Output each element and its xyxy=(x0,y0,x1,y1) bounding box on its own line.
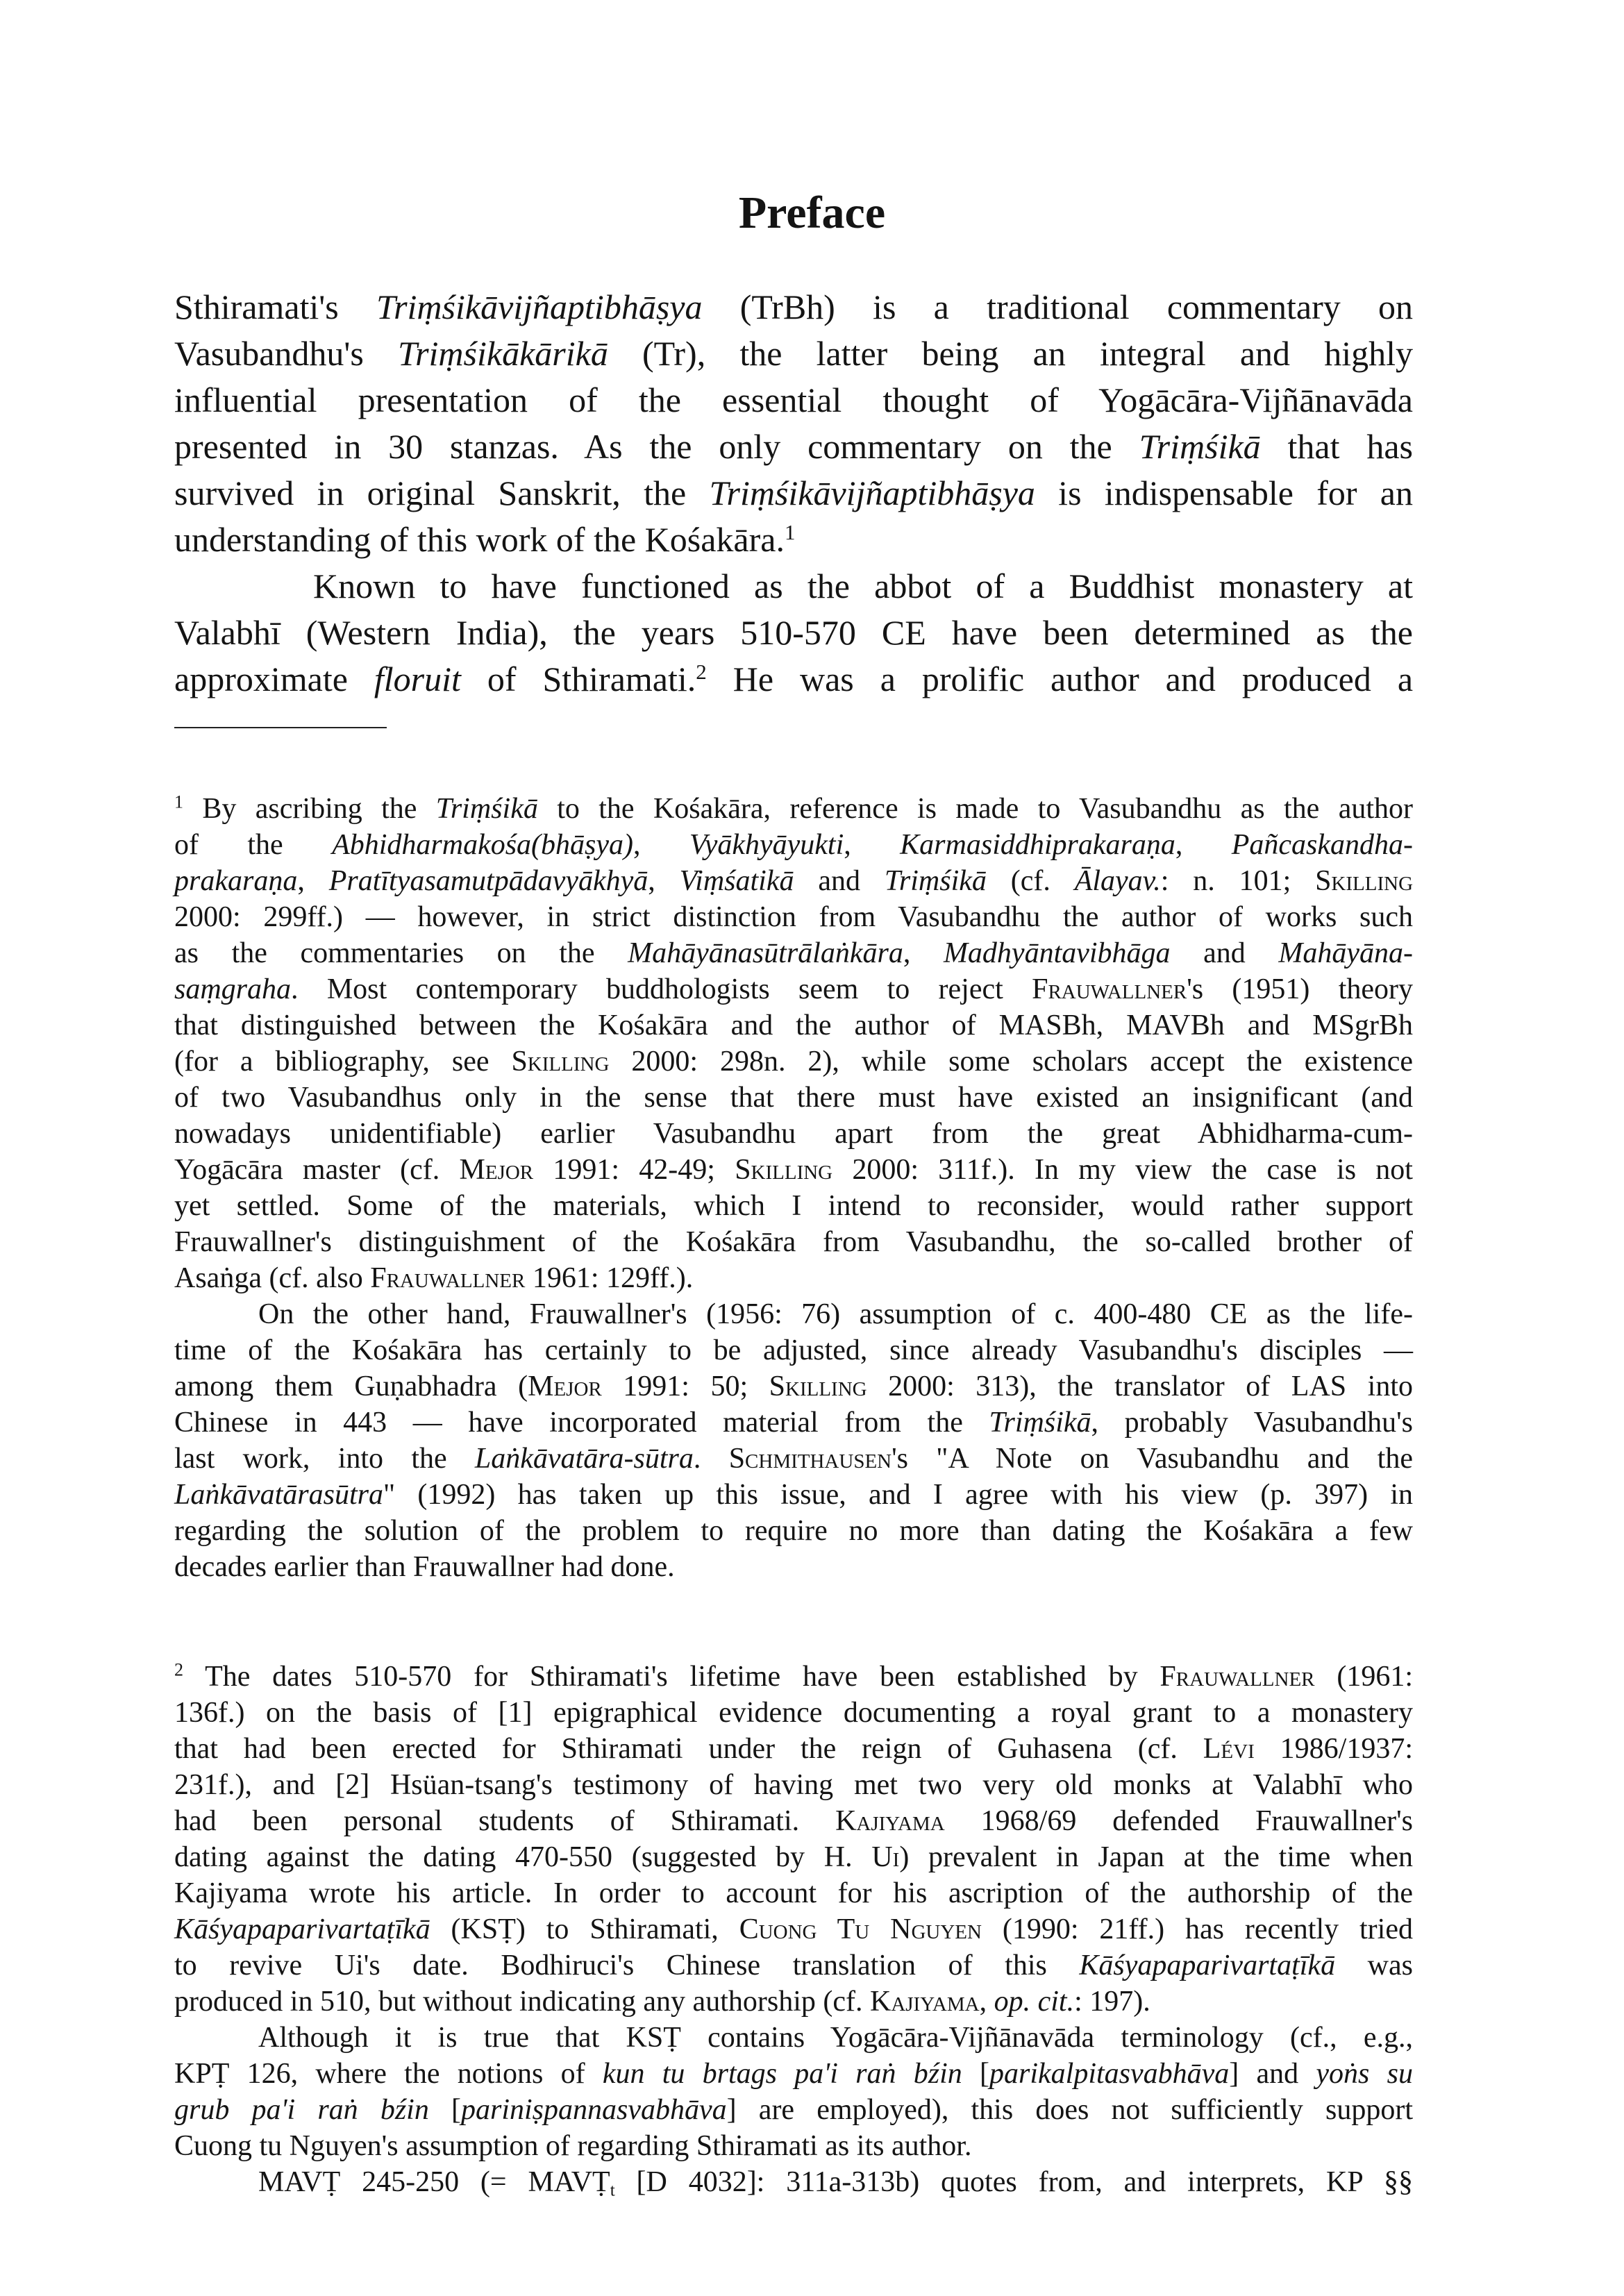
small-caps-name: Skilling xyxy=(769,1371,867,1402)
text-line xyxy=(174,470,1413,517)
text-run: yet settled. Some of the materials, which I intend to reconsider, would rather support xyxy=(174,1190,1413,1222)
small-caps-name: Schmithausen xyxy=(728,1443,892,1475)
text-run: , xyxy=(648,865,680,897)
text-run: and xyxy=(794,865,885,897)
small-caps-name: Frauwallner xyxy=(1032,973,1187,1005)
text-line xyxy=(174,1405,1413,1441)
text-run: , xyxy=(297,865,329,897)
text-line xyxy=(174,284,1413,330)
text-run: . xyxy=(693,1443,729,1475)
footnote-marker: 1 xyxy=(784,519,796,544)
text-run: and xyxy=(1170,937,1279,969)
text-line xyxy=(174,1839,1413,1875)
footnote-2 xyxy=(174,1659,1413,2200)
italic-text: pariniṣpannasvabhāva xyxy=(461,2094,727,2126)
text-run: nowadays unidentifiable) earlier Vasubandhu apart from the great Abhidharma-cum- xyxy=(174,1118,1413,1150)
small-caps-name: Frauwallner xyxy=(1160,1661,1315,1693)
text-line xyxy=(174,1911,1413,1947)
text-run: 231f.), and [2] Hsüan-tsang's testimony of having met two very old monks at Valabhī who xyxy=(174,1769,1413,1801)
italic-text: Triṃśikā xyxy=(989,1407,1091,1439)
text-run: ) prevalent in Japan at the time when xyxy=(899,1841,1414,1873)
text-line xyxy=(174,377,1413,424)
text-run: On the other hand, Frauwallner's (1956: 76) assumption of c. 400-480 CE as the life- xyxy=(258,1298,1413,1330)
text-line xyxy=(174,330,1413,377)
text-run: decades earlier than Frauwallner had done. xyxy=(174,1551,675,1583)
text-run: had been personal students of Sthiramati. xyxy=(174,1805,836,1837)
text-line xyxy=(174,1296,1413,1332)
small-caps-name: Lévi xyxy=(1203,1733,1255,1765)
text-line xyxy=(174,1332,1413,1368)
italic-text: Triṃśikāvijñaptibhāṣya xyxy=(376,287,703,326)
italic-text: Vyākhyāyukti xyxy=(689,829,844,861)
italic-text: yoṅs su xyxy=(1316,2058,1413,2090)
text-run: 1986/1937: xyxy=(1254,1733,1414,1765)
text-line xyxy=(174,1513,1413,1549)
text-run: , xyxy=(633,829,689,861)
text-line xyxy=(174,2164,1413,2200)
text-run: as the commentaries on the xyxy=(174,937,628,969)
text-line xyxy=(174,2128,1413,2164)
text-run: 2000: 313), the translator of LAS into xyxy=(867,1371,1413,1402)
text-run: , probably Vasubandhu's xyxy=(1091,1407,1413,1439)
text-run: last work, into the xyxy=(174,1443,475,1475)
text-run: MAVṬ 245-250 (= MAVṬ xyxy=(258,2166,610,2198)
text-run: (1961: xyxy=(1314,1661,1413,1693)
footnote-marker: 2 xyxy=(696,659,707,684)
text-line xyxy=(174,1549,1413,1585)
text-run: : 197). xyxy=(1074,1986,1150,2018)
text-run: 's (1951) theory xyxy=(1187,973,1413,1005)
text-run: of Sthiramati. xyxy=(460,660,696,698)
text-run: , xyxy=(979,1986,994,2018)
text-line xyxy=(174,2020,1413,2056)
text-run: Kajiyama wrote his article. In order to account for his ascription of the authorship of the xyxy=(174,1877,1413,1909)
text-run: presented in 30 stanzas. As the only commentary on the xyxy=(174,427,1139,466)
footnote-separator xyxy=(174,727,387,728)
small-caps-name: Mejor xyxy=(528,1371,602,1402)
text-run: 1991: 42-49; xyxy=(533,1154,735,1186)
text-run: that has xyxy=(1260,427,1413,466)
text-run: dating against the dating 470-550 (suggested by H. xyxy=(174,1841,872,1873)
text-run: to revive Ui's date. Bodhiruci's Chinese translation of this xyxy=(174,1950,1080,1981)
italic-text: Triṃśikā xyxy=(1139,427,1261,466)
text-run: 's "A Note on Vasubandhu and the xyxy=(891,1443,1413,1475)
text-run: Cuong tu Nguyen's assumption of regarding Sthiramati as its author. xyxy=(174,2130,972,2162)
text-run: " (1992) has taken up this issue, and I agree with his view (p. 397) in xyxy=(383,1479,1413,1511)
italic-text: Karmasiddhiprakaraṇa xyxy=(900,829,1175,861)
text-line xyxy=(174,1224,1413,1260)
preface-body xyxy=(174,284,1413,703)
text-line xyxy=(174,1875,1413,1911)
text-line xyxy=(174,2092,1413,2128)
text-line xyxy=(174,827,1413,863)
footnote-1 xyxy=(174,791,1413,1585)
footnote-marker: 2 xyxy=(174,1659,184,1680)
text-run: (Tr), the latter being an integral and highly xyxy=(608,334,1413,373)
text-run: KPṬ 126, where the notions of xyxy=(174,2058,603,2090)
italic-text: Ālayav. xyxy=(1074,865,1161,897)
text-run: that distinguished between the Kośakāra and the author of MASBh, MAVBh and MSgrBh xyxy=(174,1009,1413,1041)
small-caps-name: Skilling xyxy=(735,1154,833,1186)
italic-text: Triṃśikāvijñaptibhāṣya xyxy=(709,474,1035,512)
small-caps-name: Cuong Tu Nguyen xyxy=(739,1913,982,1945)
text-run: 1991: 50; xyxy=(601,1371,769,1402)
page-title: Preface xyxy=(738,187,886,238)
small-caps-name: Skilling xyxy=(1315,865,1414,897)
text-line xyxy=(174,1767,1413,1803)
text-line xyxy=(174,424,1413,470)
text-run: 2000: 298n. 2), while some scholars accept the existence xyxy=(609,1046,1414,1078)
text-run: produced in 510, but without indicating any authorship (cf. xyxy=(174,1986,870,2018)
text-line xyxy=(174,1695,1413,1731)
text-run: was xyxy=(1335,1950,1413,1981)
text-run: 2000: 311f.). In my view the case is not xyxy=(832,1154,1413,1186)
text-line xyxy=(174,1947,1413,1984)
text-run: Valabhī (Western India), the years 510-570 CE have been determined as the xyxy=(174,613,1413,652)
text-run: that had been erected for Sthiramati under the reign of Guhasena (cf. xyxy=(174,1733,1203,1765)
text-run: (1990: 21ff.) has recently tried xyxy=(981,1913,1413,1945)
text-line xyxy=(174,1477,1413,1513)
text-run: Known to have functioned as the abbot of a Buddhist monastery at xyxy=(313,567,1413,605)
text-line xyxy=(174,1260,1413,1296)
text-line xyxy=(174,1803,1413,1839)
italic-text: Kāśyapaparivartaṭīkā xyxy=(174,1913,430,1945)
text-run: Asaṅga (cf. also xyxy=(174,1262,371,1294)
text-run: ] are employed), this does not sufficiently support xyxy=(726,2094,1413,2126)
text-run: : n. 101; xyxy=(1160,865,1316,897)
text-run: 2000: 299ff.) — however, in strict distinction from Vasubandhu the author of works such xyxy=(174,901,1413,933)
text-run: survived in original Sanskrit, the xyxy=(174,474,710,512)
text-run: of two Vasubandhus only in the sense that there must have existed an insignificant (and xyxy=(174,1082,1413,1114)
italic-text: kun tu brtags pa'i raṅ bźin xyxy=(602,2058,962,2090)
small-caps-name: Kajiyama xyxy=(835,1805,945,1837)
italic-text: Triṃśikā xyxy=(884,865,987,897)
italic-text: parikalpitasvabhāva xyxy=(989,2058,1230,2090)
footnote-marker: 1 xyxy=(174,791,184,812)
text-line xyxy=(174,2056,1413,2092)
italic-text: Mahāyānasūtrālaṅkāra xyxy=(628,937,903,969)
italic-text: prakaraṇa xyxy=(174,865,298,897)
small-caps-name: Frauwallner xyxy=(370,1262,526,1294)
italic-text: floruit xyxy=(374,660,461,698)
italic-text: Triṃśikā xyxy=(435,793,538,825)
italic-text: Viṃśatikā xyxy=(679,865,794,897)
text-run: By ascribing the xyxy=(183,793,436,825)
text-line xyxy=(174,1659,1413,1695)
text-line xyxy=(174,656,1413,703)
text-line xyxy=(174,1441,1413,1477)
text-line xyxy=(174,791,1413,827)
text-line xyxy=(174,1116,1413,1152)
text-run: Although it is true that KSṬ contains Yogācāra-Vijñānavāda terminology (cf., e.g., xyxy=(258,2022,1413,2054)
text-run: influential presentation of the essential thought of Yogācāra-Vijñānavāda xyxy=(174,380,1413,419)
text-run: Frauwallner's distinguishment of the Kośakāra from Vasubandhu, the so-called brother of xyxy=(174,1226,1413,1258)
text-run: ] and xyxy=(1229,2058,1316,2090)
text-run: of the xyxy=(174,829,333,861)
text-run: to the Kośakāra, reference is made to Vasubandhu as the author xyxy=(537,793,1413,825)
small-caps-name: Skilling xyxy=(511,1046,610,1078)
text-run: is indispensable for an xyxy=(1035,474,1414,512)
text-run: (cf. xyxy=(986,865,1075,897)
text-run: 1968/69 defended Frauwallner's xyxy=(944,1805,1413,1837)
text-run: , xyxy=(844,829,901,861)
text-line xyxy=(174,563,1413,610)
text-line xyxy=(174,1007,1413,1044)
italic-text: Laṅkāvatāra-sūtra xyxy=(474,1443,694,1475)
text-run: [ xyxy=(428,2094,461,2126)
text-line xyxy=(174,1044,1413,1080)
text-run: regarding the solution of the problem to require no more than dating the Kośakāra a few xyxy=(174,1515,1413,1547)
text-run: understanding of this work of the Kośakāra. xyxy=(174,520,785,559)
italic-text: Abhidharmakośa(bhāṣya) xyxy=(332,829,634,861)
text-line xyxy=(174,1731,1413,1767)
text-run: He was a prolific author and produced a xyxy=(706,660,1414,698)
text-line xyxy=(174,1080,1413,1116)
text-run: (TrBh) is a traditional commentary on xyxy=(702,287,1413,326)
text-run: 1961: 129ff.). xyxy=(525,1262,694,1294)
text-run: [ xyxy=(962,2058,989,2090)
text-line xyxy=(174,1368,1413,1405)
text-line xyxy=(174,1152,1413,1188)
text-run: Sthiramati's xyxy=(174,287,377,326)
text-line xyxy=(174,1188,1413,1224)
text-run: . Most contemporary buddhologists seem to reject xyxy=(291,973,1032,1005)
text-run: time of the Kośakāra has certainly to be adjusted, since already Vasubandhu's disciples — xyxy=(174,1334,1413,1366)
small-caps-name: Mejor xyxy=(459,1154,534,1186)
small-caps-name: Ui xyxy=(871,1841,900,1873)
italic-text: Triṃśikākārikā xyxy=(398,334,608,373)
text-line xyxy=(174,899,1413,935)
small-caps-name: Kajiyama xyxy=(869,1986,980,2018)
text-line xyxy=(174,863,1413,899)
text-run: 136f.) on the basis of [1] epigraphical evidence documenting a royal grant to a monastery xyxy=(174,1697,1413,1729)
text-run: [D 4032]: 311a-313b) quotes from, and interprets, KP §§ xyxy=(614,2166,1413,2198)
text-line xyxy=(174,971,1413,1007)
italic-text: Pratītyasamutpādavyākhyā xyxy=(328,865,648,897)
text-line xyxy=(174,935,1413,971)
text-line xyxy=(174,1984,1413,2020)
text-run: , xyxy=(1175,829,1232,861)
text-run: Chinese in 443 — have incorporated material from the xyxy=(174,1407,989,1439)
italic-text: Mahāyāna- xyxy=(1278,937,1414,969)
text-run: Vasubandhu's xyxy=(174,334,399,373)
italic-text: Laṅkāvatārasūtra xyxy=(174,1479,384,1511)
subscript: t xyxy=(610,2181,615,2200)
text-run: approximate xyxy=(174,660,374,698)
italic-text: saṃgraha xyxy=(174,973,292,1005)
italic-text: op. cit. xyxy=(994,1986,1075,2018)
text-line xyxy=(174,610,1413,656)
italic-text: grub pa'i raṅ bźin xyxy=(174,2094,429,2126)
text-run: among them Guṇabhadra ( xyxy=(174,1371,528,1402)
text-run: Yogācāra master (cf. xyxy=(174,1154,460,1186)
text-run: (KSṬ) to Sthiramati, xyxy=(430,1913,739,1945)
italic-text: Madhyāntavibhāga xyxy=(943,937,1171,969)
text-run: , xyxy=(903,937,944,969)
text-run: (for a bibliography, see xyxy=(174,1046,512,1078)
text-line xyxy=(174,517,1413,563)
text-run: The dates 510-570 for Sthiramati's lifetime have been established by xyxy=(183,1661,1160,1693)
italic-text: Pañcaskandha- xyxy=(1231,829,1414,861)
italic-text: Kāśyapaparivartaṭīkā xyxy=(1079,1950,1336,1981)
